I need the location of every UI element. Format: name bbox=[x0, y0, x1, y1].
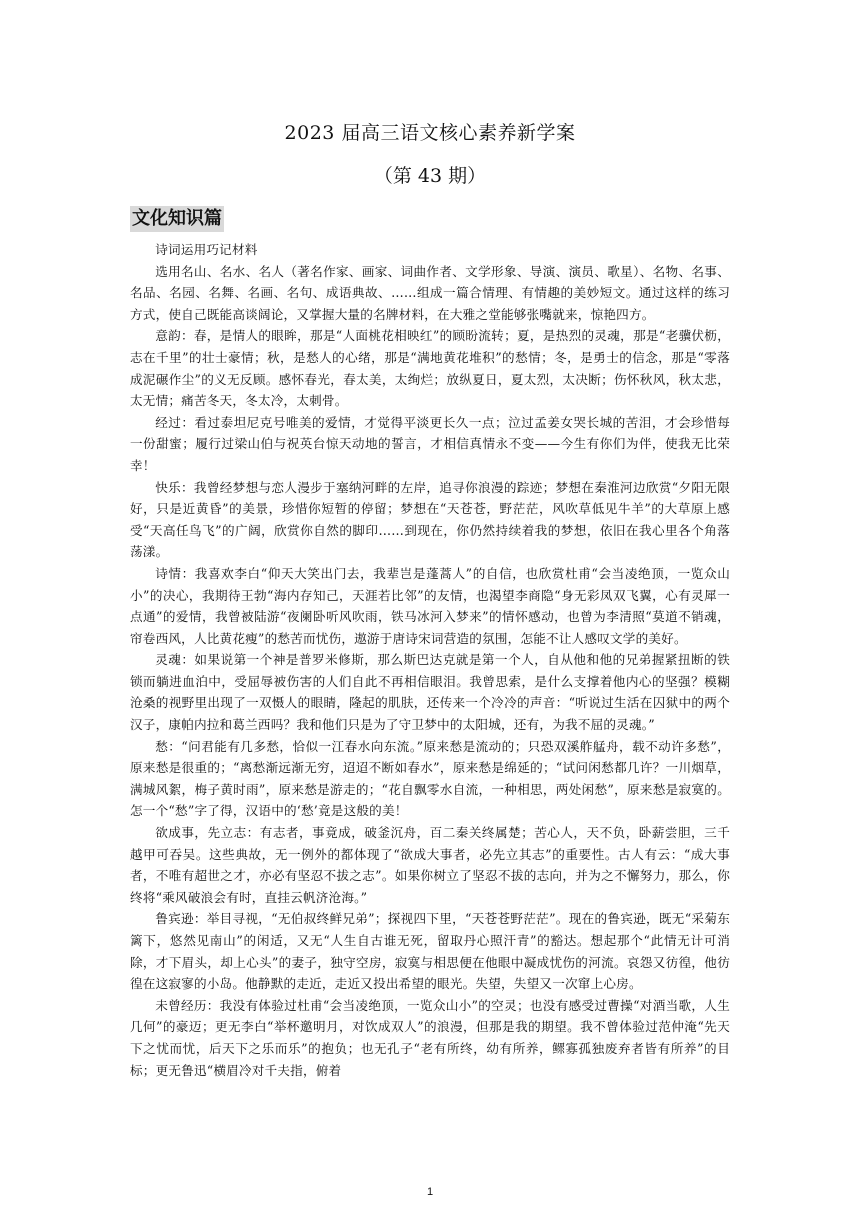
paragraph-linghun: 灵魂：如果说第一个神是普罗米修斯，那么斯巴达克就是第一个人，自从他和他的兄弟握紧扭断的铁锁而躺进血泊中，受屈辱被伤害的人们自此不再相信眼泪。我曾思索，是什么支撑着他内心的坚强？模糊沧桑的视野里出现了一双慑人的眼睛，隆起的肌肤，还传来一个冷冷的声音：“听说过生活在囚狱中的两个汉子，康帕内拉和葛兰西吗？我和他们只是为了守卫梦中的太阳城，还有，为我不屈的灵魂。” bbox=[130, 652, 730, 733]
paragraph-jingguo: 经过：看过泰坦尼克号唯美的爱情，才觉得平淡更长久一点；泣过孟姜女哭长城的苦泪，才会珍惜每一份甜蜜；履行过梁山伯与祝英台惊天动地的誓言，才相信真情永不变——今生有你们为伴，使我无比荣幸！ bbox=[130, 414, 730, 473]
document-body bbox=[130, 239, 730, 1081]
paragraph-kuaile: 快乐：我曾经梦想与恋人漫步于塞纳河畔的左岸，追寻你浪漫的踪迹；梦想在秦淮河边欣赏“夕阳无限好，只是近黄昏”的美景，珍惜你短暂的停留；梦想在“天苍苍，野茫茫，风吹草低见牛羊”的大草原上感受“天高任鸟飞”的广阔，欣赏你自然的脚印……到现在，你仍然持续着我的梦想，依旧在我心里各个角落荡漾。 bbox=[130, 479, 730, 560]
paragraph-intro-title: 诗词运用巧记材料 bbox=[155, 242, 258, 257]
document-title: 2023 届高三语文核心素养新学案 bbox=[284, 122, 576, 144]
paragraph-lubinxun: 鲁宾逊：举目寻视，“无伯叔终鲜兄弟”；探视四下里，“天苍苍野茫茫”。现在的鲁宾逊，既无“采菊东篱下，悠然见南山”的闲适，又无“人生自古谁无死，留取丹心照汗青”的豁达。想起那个“此情无计可消除，才下眉头，却上心头”的妻子，独守空房，寂寞与相思便在他眼中凝成忧伤的河流。哀怨又彷徨，他彷徨在这寂寥的小岛。他静默的走近，走近又投出希望的眼光。失望，失望又一次窜上心房。 bbox=[130, 911, 730, 992]
paragraph-chou: 愁：“问君能有几多愁，恰似一江春水向东流。”原来愁是流动的；只恐双溪舴艋舟，载不动许多愁”，原来愁是很重的；“离愁渐远渐无穷，迢迢不断如春水”，原来愁是绵延的；“试问闲愁都几许？一川烟草，满城风絮，梅子黄时雨”，原来愁是游走的；“花自飘零水自流，一种相思，两处闲愁”，原来愁是寂寞的。怎一个“愁”字了得，汉语中的‘愁’竟是这般的美！ bbox=[130, 738, 730, 819]
page-number: 1 bbox=[426, 1186, 434, 1198]
paragraph-lizhi: 欲成事，先立志：有志者，事竟成，破釜沉舟，百二秦关终属楚；苦心人，天不负，卧薪尝胆，三千越甲可吞吴。这些典故，无一例外的都体现了“欲成大事者，必先立其志”的重要性。古人有云：“成大事者，不唯有超世之才，亦必有坚忍不拔之志”。如果你树立了坚忍不拔的志向，并为之不懈努力，那么，你终将“乘风破浪会有时，直挂云帆济沧海。” bbox=[130, 825, 730, 905]
paragraph-method: 选用名山、名水、名人（著名作家、画家、词曲作者、文学形象、导演、演员、歌星）、名物、名事、名品、名园、名舞、名画、名句、成语典故、……组成一篇合情理、有情趣的美妙短文。通过这样的练习方式，使自己既能高谈阔论，又掌握大量的名牌材料，在大雅之堂能够张嘴就来，惊艳四方。 bbox=[130, 263, 730, 322]
paragraph-weicengjingli: 未曾经历：我没有体验过杜甫“会当凌绝顶，一览众山小”的空灵；也没有感受过曹操“对酒当歌，人生几何”的豪迈；更无李白“举杯邀明月，对饮成双人”的浪漫，但那是我的期望。我不曾体验过范仲淹“先天下之忧而忧，后天下之乐而乐”的抱负；也无孔子“老有所终，幼有所养，鳏寡孤独废弃者皆有所养”的目标；更无鲁迅“横眉冷对千夫指，俯着 bbox=[130, 997, 730, 1078]
section-heading: 文化知识篇 bbox=[130, 206, 224, 232]
issue-number: （第 43 期） bbox=[373, 165, 487, 187]
paragraph-shiqing: 诗情：我喜欢李白“仰天大笑出门去，我辈岂是蓬蒿人”的自信，也欣赏杜甫“会当凌绝顶，一览众山小”的决心，我期待王勃“海内存知己，天涯若比邻”的友情，也渴望李商隐“身无彩凤双飞翼，心有灵犀一点通”的爱情，我曾被陆游“夜阑卧听风吹雨，铁马冰河入梦来”的情怀感动，也曾为李清照“莫道不销魂，帘卷西风，人比黄花瘦”的愁苦而忧伤，遨游于唐诗宋词营造的氛围，怎能不让人感叹文学的美好。 bbox=[130, 565, 730, 646]
paragraph-yiyun: 意韵：春，是情人的眼眸，那是“人面桃花相映红”的顾盼流转；夏，是热烈的灵魂，那是“老骥伏枥，志在千里”的壮士豪情；秋，是愁人的心绪，那是“满地黄花堆积”的愁情；冬，是勇士的信念，那是“零落成泥碾作尘”的义无反顾。感怀春光，春太美，太绚烂；放纵夏日，夏太烈，太决断；伤怀秋风，秋太悲，太无情；痛苦冬天，冬太冷，太刺骨。 bbox=[130, 328, 730, 409]
